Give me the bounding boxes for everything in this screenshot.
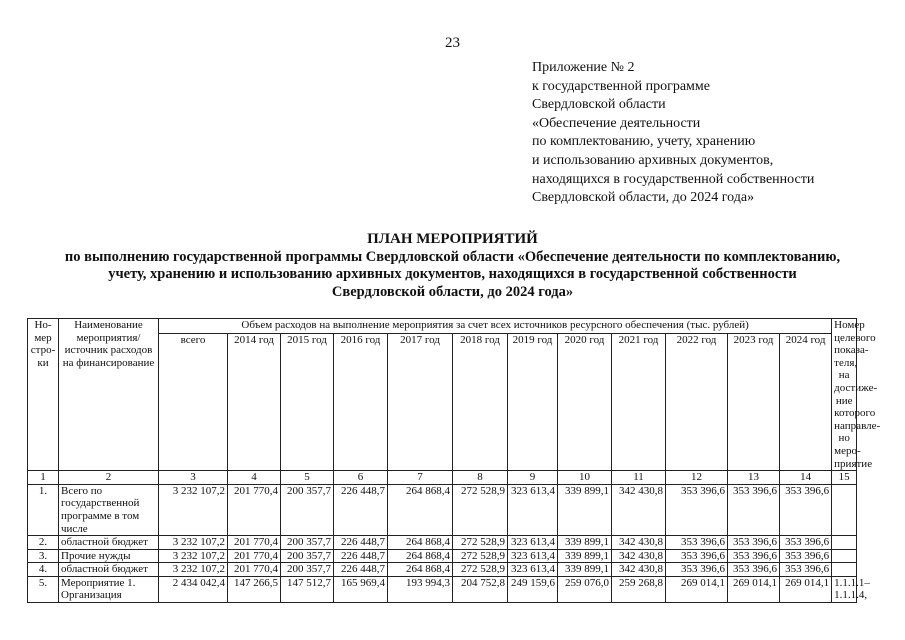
row-value-cell: 353 396,6 [780, 563, 832, 577]
header-volume: Объем расходов на выполнение мероприятия за счет всех источников ресурсного обеспечения (тыс. рублей) [159, 319, 832, 334]
row-value-cell: 339 899,1 [558, 563, 612, 577]
table-row [28, 484, 857, 535]
row-value-cell: 339 899,1 [558, 549, 612, 563]
header-year: 2015 год [281, 333, 334, 470]
row-value-cell: 147 266,5 [228, 576, 281, 602]
title-line: учету, хранению и использованию архивных документов, находящихся в государственной собственности [108, 266, 797, 283]
row-value-cell: 193 994,3 [388, 576, 453, 602]
row-value-cell: 259 076,0 [558, 576, 612, 602]
header-year: всего [159, 333, 228, 470]
header-target: Номер целевого показа-теля, на достиже-ние которого направле-но меро-приятие [832, 319, 857, 471]
row-value-cell: 353 396,6 [666, 536, 728, 550]
row-name-cell: областной бюджет [59, 563, 159, 577]
row-value-cell: 353 396,6 [728, 536, 780, 550]
row-number-cell: 5. [28, 576, 59, 602]
title-line: Свердловской области, до 2024 года» [331, 283, 574, 300]
column-index: 2 [59, 471, 159, 485]
header-year: 2017 год [388, 333, 453, 470]
row-name-cell: Всего по государственной программе в том числе [59, 484, 159, 535]
column-index: 1 [28, 471, 59, 485]
row-value-cell: 272 528,9 [453, 549, 508, 563]
row-value-cell: 353 396,6 [666, 563, 728, 577]
row-value-cell: 353 396,6 [728, 549, 780, 563]
row-value-cell: 226 448,7 [334, 563, 388, 577]
row-value-cell: 147 512,7 [281, 576, 334, 602]
row-value-cell: 323 613,4 [508, 484, 558, 535]
appendix-line: и использованию архивных документов, [532, 152, 774, 168]
row-number-cell: 3. [28, 549, 59, 563]
row-target-cell [832, 536, 857, 550]
row-value-cell: 264 868,4 [388, 549, 453, 563]
row-number-cell: 2. [28, 536, 59, 550]
header-year: 2016 год [334, 333, 388, 470]
row-value-cell: 200 357,7 [281, 549, 334, 563]
row-value-cell: 269 014,1 [728, 576, 780, 602]
row-value-cell: 264 868,4 [388, 484, 453, 535]
row-value-cell: 200 357,7 [281, 536, 334, 550]
row-target-cell: 1.1.1.1– 1.1.1.4, [832, 576, 857, 602]
row-value-cell: 200 357,7 [281, 563, 334, 577]
row-value-cell: 3 232 107,2 [159, 536, 228, 550]
row-value-cell: 342 430,8 [612, 536, 666, 550]
row-value-cell: 165 969,4 [334, 576, 388, 602]
appendix-line: Приложение № 2 [532, 60, 635, 75]
table-header-row [28, 319, 857, 334]
row-name-cell: Прочие нужды [59, 549, 159, 563]
header-year: 2020 год [558, 333, 612, 470]
appendix-line: находящихся в государственной собственности [532, 171, 815, 187]
row-value-cell: 226 448,7 [334, 549, 388, 563]
row-number-cell: 4. [28, 563, 59, 577]
title-main: ПЛАН МЕРОПРИЯТИЙ [367, 231, 538, 247]
row-value-cell: 3 232 107,2 [159, 549, 228, 563]
title-line: по выполнению государственной программы Свердловской области «Обеспечение деятельности по комплектованию, [64, 248, 841, 265]
row-value-cell: 323 613,4 [508, 549, 558, 563]
column-index: 7 [388, 471, 453, 485]
column-index: 11 [612, 471, 666, 485]
document-title [0, 231, 905, 301]
row-value-cell: 201 770,4 [228, 549, 281, 563]
column-index: 14 [780, 471, 832, 485]
table-row [28, 549, 857, 563]
table-row [28, 576, 857, 602]
row-value-cell: 264 868,4 [388, 563, 453, 577]
row-value-cell: 201 770,4 [228, 536, 281, 550]
row-value-cell: 249 159,6 [508, 576, 558, 602]
row-value-cell: 204 752,8 [453, 576, 508, 602]
column-index: 3 [159, 471, 228, 485]
appendix-block [532, 59, 814, 208]
column-index: 13 [728, 471, 780, 485]
column-index: 10 [558, 471, 612, 485]
row-value-cell: 3 232 107,2 [159, 563, 228, 577]
row-value-cell: 272 528,9 [453, 536, 508, 550]
row-value-cell: 264 868,4 [388, 536, 453, 550]
column-index: 5 [281, 471, 334, 485]
appendix-line: «Обеспечение деятельности [532, 115, 701, 131]
row-value-cell: 353 396,6 [780, 536, 832, 550]
column-index: 4 [228, 471, 281, 485]
row-target-cell [832, 549, 857, 563]
row-value-cell: 201 770,4 [228, 484, 281, 535]
row-value-cell: 353 396,6 [780, 484, 832, 535]
column-index: 12 [666, 471, 728, 485]
row-value-cell: 353 396,6 [666, 484, 728, 535]
header-year: 2021 год [612, 333, 666, 470]
row-value-cell: 353 396,6 [728, 484, 780, 535]
row-value-cell: 269 014,1 [666, 576, 728, 602]
row-value-cell: 353 396,6 [728, 563, 780, 577]
row-value-cell: 323 613,4 [508, 536, 558, 550]
header-year: 2023 год [728, 333, 780, 470]
row-value-cell: 3 232 107,2 [159, 484, 228, 535]
row-value-cell: 259 268,8 [612, 576, 666, 602]
appendix-line: Свердловской области [532, 97, 666, 113]
row-value-cell: 201 770,4 [228, 563, 281, 577]
row-value-cell: 339 899,1 [558, 484, 612, 535]
row-value-cell: 342 430,8 [612, 484, 666, 535]
column-index-row [28, 471, 857, 485]
row-value-cell: 272 528,9 [453, 563, 508, 577]
table-row [28, 536, 857, 550]
column-index: 9 [508, 471, 558, 485]
row-value-cell: 226 448,7 [334, 536, 388, 550]
row-target-cell [832, 484, 857, 535]
row-name-cell: Мероприятие 1. Организация [59, 576, 159, 602]
row-value-cell: 2 434 042,4 [159, 576, 228, 602]
column-index: 8 [453, 471, 508, 485]
row-value-cell: 269 014,1 [780, 576, 832, 602]
row-value-cell: 342 430,8 [612, 563, 666, 577]
row-value-cell: 353 396,6 [780, 549, 832, 563]
column-index: 6 [334, 471, 388, 485]
column-index: 15 [832, 471, 857, 485]
row-name-cell: областной бюджет [59, 536, 159, 550]
header-year: 2019 год [508, 333, 558, 470]
row-value-cell: 353 396,6 [666, 549, 728, 563]
header-row-number: Но-мер стро-ки [28, 319, 59, 471]
plan-table [27, 318, 881, 603]
row-value-cell: 200 357,7 [281, 484, 334, 535]
row-value-cell: 342 430,8 [612, 549, 666, 563]
page-number: 23 [445, 35, 460, 51]
header-year: 2018 год [453, 333, 508, 470]
row-value-cell: 226 448,7 [334, 484, 388, 535]
row-target-cell [832, 563, 857, 577]
header-year: 2024 год [780, 333, 832, 470]
plan-table-body [28, 484, 870, 602]
header-year: 2022 год [666, 333, 728, 470]
row-value-cell: 323 613,4 [508, 563, 558, 577]
header-name: Наименование мероприятия/ источник расходов на финансирование [59, 319, 159, 471]
header-year: 2014 год [228, 333, 281, 470]
appendix-line: Свердловской области, до 2024 года» [532, 190, 755, 206]
row-number-cell: 1. [28, 484, 59, 535]
row-value-cell: 272 528,9 [453, 484, 508, 535]
row-value-cell: 339 899,1 [558, 536, 612, 550]
table-row [28, 563, 857, 577]
appendix-line: по комплектованию, учету, хранению [532, 134, 756, 150]
appendix-line: к государственной программе [532, 78, 710, 94]
